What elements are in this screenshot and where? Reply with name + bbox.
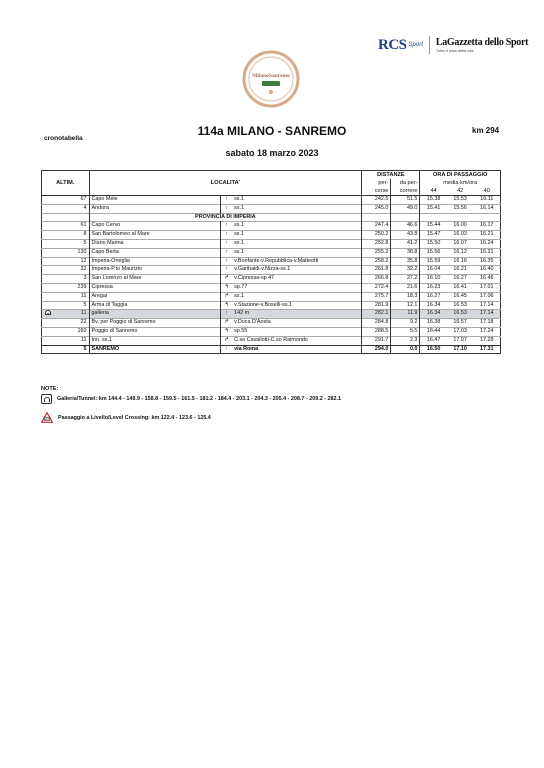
logo-divider bbox=[429, 36, 430, 54]
row-icon-empty bbox=[42, 266, 54, 275]
cell-road: v.Cipressa-sp.47 bbox=[232, 275, 362, 284]
race-logo-text: MilanoSanremo bbox=[252, 73, 290, 79]
cell-direction-icon: ↑ bbox=[221, 239, 232, 248]
cell-time-40: 16.11 bbox=[474, 196, 501, 205]
tunnel-icon bbox=[42, 310, 54, 319]
cell-time-40: 16.17 bbox=[474, 222, 501, 231]
cell-time-44: 15.44 bbox=[420, 222, 447, 231]
header-per-corse-2: corse bbox=[362, 187, 391, 196]
province-label: PROVINCIA DI IMPERIA bbox=[89, 213, 362, 222]
table-row bbox=[42, 336, 501, 345]
cell-altitude: 130 bbox=[53, 248, 89, 257]
table-row bbox=[42, 222, 501, 231]
cell-time-44: 15.47 bbox=[420, 231, 447, 240]
cell-road: 142 m bbox=[232, 310, 362, 319]
cell-da-percorrere: 38.8 bbox=[391, 248, 420, 257]
cell-time-40: 17.14 bbox=[474, 301, 501, 310]
header-ora: ORA DI PASSAGGIO bbox=[433, 172, 488, 178]
cell-time-40: 16.40 bbox=[474, 266, 501, 275]
cell-per-corse: 245.0 bbox=[362, 204, 391, 213]
cell-localita: Imperia-P.to Maurizio bbox=[89, 266, 221, 275]
cell-direction-icon: ↱ bbox=[221, 292, 232, 301]
cell-time-42: 17.07 bbox=[447, 336, 474, 345]
table-row bbox=[42, 248, 501, 257]
cell-localita: Capo Mele bbox=[89, 196, 221, 205]
cell-da-percorrere: 46.6 bbox=[391, 222, 420, 231]
row-icon-empty bbox=[42, 257, 54, 266]
cell-localita: San Lorenzo al Mare bbox=[89, 275, 221, 284]
cell-road: via Roma bbox=[232, 345, 362, 354]
cell-time-42: 16.21 bbox=[447, 266, 474, 275]
cell-da-percorrere: 51.5 bbox=[391, 196, 420, 205]
cell-localita: San Bartolomeo al Mare bbox=[89, 231, 221, 240]
cell-per-corse: 242.5 bbox=[362, 196, 391, 205]
cell-per-corse: 247.4 bbox=[362, 222, 391, 231]
header-speed-44: 44 bbox=[430, 188, 437, 194]
cell-time-44: 16.38 bbox=[420, 319, 447, 328]
cell-road: v.Garibaldi-v.Nizza-ss.1 bbox=[232, 266, 362, 275]
table-row bbox=[42, 266, 501, 275]
cell-time-44: 16.10 bbox=[420, 275, 447, 284]
table-row bbox=[42, 310, 501, 319]
cell-da-percorrere: 41.2 bbox=[391, 239, 420, 248]
cell-altitude: 3 bbox=[53, 275, 89, 284]
route-timetable bbox=[41, 170, 501, 354]
cell-localita: Cipressa bbox=[89, 283, 221, 292]
header-da-percorrere-1: da per- bbox=[391, 179, 420, 187]
cell-altitude: 67 bbox=[53, 196, 89, 205]
cell-time-40: 16.14 bbox=[474, 204, 501, 213]
row-icon-empty bbox=[42, 222, 54, 231]
cell-direction-icon: ↑ bbox=[221, 222, 232, 231]
row-icon-empty bbox=[42, 275, 54, 284]
gazzetta-title: LaGazzetta dello Sport bbox=[435, 37, 529, 48]
row-icon-empty bbox=[42, 204, 54, 213]
cell-direction-icon: ↰ bbox=[221, 327, 232, 336]
cell-altitude: 5 bbox=[53, 301, 89, 310]
level-crossing-icon bbox=[41, 412, 53, 423]
cell-per-corse: 294.0 bbox=[362, 345, 391, 354]
cell-localita: Capo Cervo bbox=[89, 222, 221, 231]
row-icon-empty bbox=[42, 231, 54, 240]
cell-time-44: 16.44 bbox=[420, 327, 447, 336]
cell-altitude: 160 bbox=[53, 327, 89, 336]
cell-direction-icon: ↱ bbox=[221, 319, 232, 328]
cell-empty bbox=[362, 213, 391, 222]
cell-direction-icon: ↑ bbox=[221, 345, 232, 354]
rcs-logo-text: RCS bbox=[378, 36, 407, 53]
cell-per-corse: 291.7 bbox=[362, 336, 391, 345]
header-speed-40: 40 bbox=[483, 188, 490, 194]
cell-altitude: 11 bbox=[53, 310, 89, 319]
header-localita: LOCALITA' bbox=[89, 171, 362, 196]
row-icon-empty bbox=[42, 283, 54, 292]
cell-localita: Bv. per Poggio di Sanremo bbox=[89, 319, 221, 328]
cell-altitude: 22 bbox=[53, 319, 89, 328]
cell-per-corse: 258.2 bbox=[362, 257, 391, 266]
cell-road: ss.1 bbox=[232, 196, 362, 205]
cell-time-42: 15.53 bbox=[447, 196, 474, 205]
stage-title: 114a MILANO - SANREMO bbox=[197, 124, 347, 138]
cell-altitude: 11 bbox=[53, 292, 89, 301]
table-row bbox=[42, 204, 501, 213]
cell-altitude: 4 bbox=[53, 204, 89, 213]
cell-per-corse: 275.7 bbox=[362, 292, 391, 301]
cell-da-percorrere: 12.1 bbox=[391, 301, 420, 310]
cell-time-40: 17.24 bbox=[474, 327, 501, 336]
header-da-percorrere-2: correre bbox=[391, 187, 420, 196]
header-media: media km/ora bbox=[443, 180, 478, 186]
cell-time-42: 16.53 bbox=[447, 310, 474, 319]
cell-time-44: 15.50 bbox=[420, 239, 447, 248]
cell-direction-icon: ↱ bbox=[221, 336, 232, 345]
table-row bbox=[42, 257, 501, 266]
cell-time-40: 17.28 bbox=[474, 336, 501, 345]
cell-road: ss.1 bbox=[232, 292, 362, 301]
cell-road: v.Stazione-v.Boselli-ss.1 bbox=[232, 301, 362, 310]
cell-road: ss.1 bbox=[232, 248, 362, 257]
cell-time-44: 16.23 bbox=[420, 283, 447, 292]
cell-time-42: 16.03 bbox=[447, 231, 474, 240]
cell-time-42: 17.10 bbox=[447, 345, 474, 354]
cell-time-44: 15.56 bbox=[420, 248, 447, 257]
cell-road: ss.1 bbox=[232, 204, 362, 213]
cell-altitude: 239 bbox=[53, 283, 89, 292]
cell-time-40: 17.18 bbox=[474, 319, 501, 328]
cell-time-42: 16.07 bbox=[447, 239, 474, 248]
cell-per-corse: 255.2 bbox=[362, 248, 391, 257]
cell-time-44: 16.27 bbox=[420, 292, 447, 301]
cell-direction-icon: ↑ bbox=[221, 257, 232, 266]
cell-empty bbox=[42, 213, 90, 222]
cell-localita: Imperia-Oneglia bbox=[89, 257, 221, 266]
cell-time-42: 16.45 bbox=[447, 292, 474, 301]
tunnel-icon bbox=[45, 310, 51, 315]
cell-time-44: 16.34 bbox=[420, 301, 447, 310]
tunnel-note-text: Galleria/Tunnel: km 144.4 - 149.9 - 158.8 - 159.5 - 161.5 - 181.2 - 184.4 - 203.1 - 204.3 - 205.4 - 208.7 - 209.2 - 282.1 bbox=[57, 396, 341, 402]
cell-road: ss.1 bbox=[232, 231, 362, 240]
cell-time-42: 16.16 bbox=[447, 257, 474, 266]
cell-per-corse: 284.8 bbox=[362, 319, 391, 328]
cell-time-44: 16.47 bbox=[420, 336, 447, 345]
cell-time-44: 16.34 bbox=[420, 310, 447, 319]
cell-road: ss.1 bbox=[232, 222, 362, 231]
notes-label: NOTE: bbox=[41, 386, 59, 392]
cell-altitude: 11 bbox=[53, 336, 89, 345]
cell-per-corse: 288.5 bbox=[362, 327, 391, 336]
cell-empty bbox=[391, 213, 420, 222]
cell-time-44: 15.38 bbox=[420, 196, 447, 205]
row-icon-empty bbox=[42, 196, 54, 205]
tunnel-icon bbox=[41, 394, 52, 404]
table-row bbox=[42, 319, 501, 328]
crossing-note-text: Passaggio a Livello/Level Crossing: km 122.4 - 123.6 - 125.4 bbox=[58, 414, 211, 421]
cell-per-corse: 266.8 bbox=[362, 275, 391, 284]
cell-da-percorrere: 18.3 bbox=[391, 292, 420, 301]
cell-time-40: 17.14 bbox=[474, 310, 501, 319]
cell-da-percorrere: 49.0 bbox=[391, 204, 420, 213]
table-row bbox=[42, 196, 501, 205]
cell-localita: Diano Marina bbox=[89, 239, 221, 248]
crossing-note bbox=[41, 412, 211, 423]
cell-time-40: 16.31 bbox=[474, 248, 501, 257]
row-icon-empty bbox=[42, 327, 54, 336]
cell-localita: Andora bbox=[89, 204, 221, 213]
sponsor-logos bbox=[378, 36, 528, 54]
cell-direction-icon: ↰ bbox=[221, 301, 232, 310]
cell-road: C.so Cavallotti-C.so Raimondo bbox=[232, 336, 362, 345]
table-row bbox=[42, 239, 501, 248]
row-icon-empty bbox=[42, 345, 54, 354]
cell-direction-icon: ↑ bbox=[221, 310, 232, 319]
header-speed-42: 42 bbox=[457, 188, 464, 194]
cell-da-percorrere: 35.8 bbox=[391, 257, 420, 266]
cell-direction-icon: ↑ bbox=[221, 266, 232, 275]
cell-time-42: 16.12 bbox=[447, 248, 474, 257]
cell-time-42: 16.41 bbox=[447, 283, 474, 292]
cell-time-44: 16.50 bbox=[420, 345, 447, 354]
cell-altitude: 32 bbox=[53, 266, 89, 275]
cell-time-44: 15.41 bbox=[420, 204, 447, 213]
cell-time-40: 16.21 bbox=[474, 231, 501, 240]
cell-direction-icon: ↑ bbox=[221, 196, 232, 205]
province-row bbox=[42, 213, 501, 222]
cell-time-44: 16.04 bbox=[420, 266, 447, 275]
cell-time-44: 15.59 bbox=[420, 257, 447, 266]
tunnel-note bbox=[41, 394, 341, 404]
cell-altitude: 61 bbox=[53, 222, 89, 231]
cell-direction-icon: ↑ bbox=[221, 231, 232, 240]
cell-da-percorrere: 2.3 bbox=[391, 336, 420, 345]
cell-time-40: 16.24 bbox=[474, 239, 501, 248]
cell-altitude: 12 bbox=[53, 257, 89, 266]
cell-time-42: 16.53 bbox=[447, 301, 474, 310]
cell-per-corse: 252.8 bbox=[362, 239, 391, 248]
gazzetta-tagline: Tutto il rosa della vita bbox=[435, 48, 474, 53]
cell-da-percorrere: 0.0 bbox=[391, 345, 420, 354]
table-row bbox=[42, 327, 501, 336]
stage-date: sabato 18 marzo 2023 bbox=[225, 148, 319, 158]
cell-localita: galleria bbox=[89, 310, 221, 319]
cell-road: sp.55 bbox=[232, 327, 362, 336]
rcs-logo-sub: Sport bbox=[408, 42, 423, 48]
cell-da-percorrere: 27.2 bbox=[391, 275, 420, 284]
cell-direction-icon: ↰ bbox=[221, 283, 232, 292]
header-altim: ALTIM. bbox=[42, 171, 90, 196]
cell-per-corse: 250.2 bbox=[362, 231, 391, 240]
cell-da-percorrere: 32.2 bbox=[391, 266, 420, 275]
cell-da-percorrere: 43.8 bbox=[391, 231, 420, 240]
cronotabella-label: cronotabella bbox=[44, 135, 83, 142]
cell-time-42: 15.56 bbox=[447, 204, 474, 213]
cell-localita: Arma di Taggia bbox=[89, 301, 221, 310]
cell-da-percorrere: 5.5 bbox=[391, 327, 420, 336]
table-row bbox=[42, 283, 501, 292]
header-per-corse-1: per- bbox=[362, 179, 391, 187]
table-row bbox=[42, 231, 501, 240]
cell-localita: Poggio di Sanremo bbox=[89, 327, 221, 336]
cell-direction-icon: ↑ bbox=[221, 248, 232, 257]
cell-direction-icon: ↑ bbox=[221, 204, 232, 213]
table-row bbox=[42, 292, 501, 301]
cell-time-40: 17.31 bbox=[474, 345, 501, 354]
cell-per-corse: 282.1 bbox=[362, 310, 391, 319]
cell-da-percorrere: 21.6 bbox=[391, 283, 420, 292]
route-rows bbox=[42, 196, 501, 354]
cell-road: v.Duca D'Aosta bbox=[232, 319, 362, 328]
table-row bbox=[42, 275, 501, 284]
cell-altitude: 8 bbox=[53, 231, 89, 240]
header-distanze: DISTANZE bbox=[362, 171, 420, 180]
cell-time-40: 16.46 bbox=[474, 275, 501, 284]
cell-altitude: 5 bbox=[53, 345, 89, 354]
cell-time-42: 16.27 bbox=[447, 275, 474, 284]
row-icon-empty bbox=[42, 301, 54, 310]
row-icon-empty bbox=[42, 239, 54, 248]
row-icon-empty bbox=[42, 319, 54, 328]
cell-time-40: 17.01 bbox=[474, 283, 501, 292]
cell-per-corse: 272.4 bbox=[362, 283, 391, 292]
milano-sanremo-logo bbox=[242, 50, 300, 108]
cell-localita: Capo Berta bbox=[89, 248, 221, 257]
cell-da-percorrere: 11.9 bbox=[391, 310, 420, 319]
table-row bbox=[42, 345, 501, 354]
cell-time-40: 17.06 bbox=[474, 292, 501, 301]
cell-time-42: 16.00 bbox=[447, 222, 474, 231]
cell-localita: SANREMO bbox=[89, 345, 221, 354]
table-row bbox=[42, 301, 501, 310]
cell-localita: Aregai bbox=[89, 292, 221, 301]
cell-empty bbox=[420, 213, 501, 222]
row-icon-empty bbox=[42, 336, 54, 345]
row-icon-empty bbox=[42, 292, 54, 301]
cell-time-40: 16.35 bbox=[474, 257, 501, 266]
gazzetta-logo bbox=[436, 37, 528, 53]
cell-per-corse: 281.9 bbox=[362, 301, 391, 310]
cell-time-42: 17.03 bbox=[447, 327, 474, 336]
row-icon-empty bbox=[42, 248, 54, 257]
total-distance: km 294 bbox=[472, 126, 500, 135]
rcs-sport-logo bbox=[378, 37, 423, 54]
cell-localita: Inn. ss.1 bbox=[89, 336, 221, 345]
cell-direction-icon: ↱ bbox=[221, 275, 232, 284]
cell-da-percorrere: 9.2 bbox=[391, 319, 420, 328]
cell-altitude: 5 bbox=[53, 239, 89, 248]
cell-road: ss.1 bbox=[232, 239, 362, 248]
cell-road: sp.77 bbox=[232, 283, 362, 292]
cell-road: v.Bonfante-v.Repubblica-v.Matteotti bbox=[232, 257, 362, 266]
cell-per-corse: 261.8 bbox=[362, 266, 391, 275]
cell-time-42: 16.57 bbox=[447, 319, 474, 328]
